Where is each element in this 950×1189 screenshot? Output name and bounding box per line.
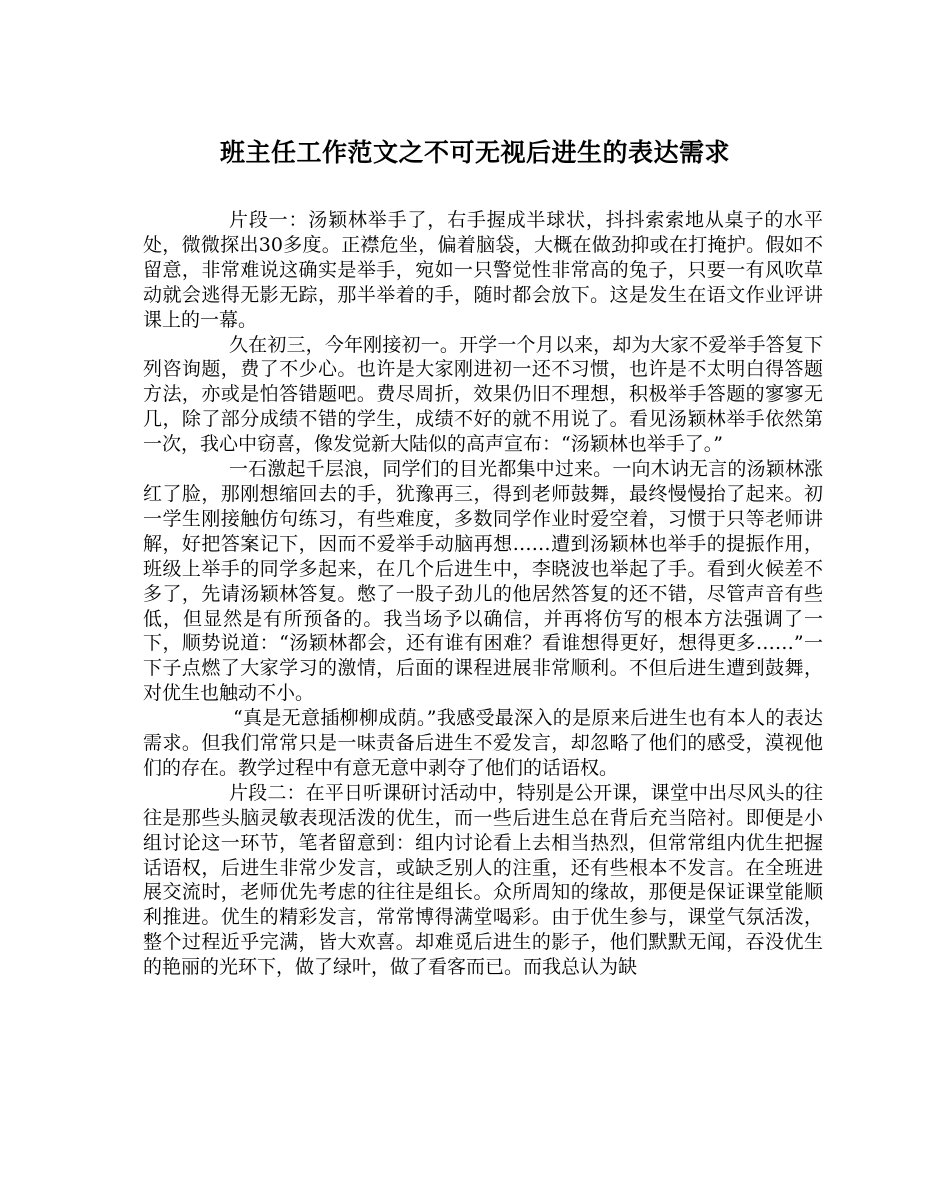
paragraph-5: 片段二：在平日听课研讨活动中，特别是公开课，课堂中出尽风头的往往是那些头脑灵敏表现活泼的优生，而一些后进生总在背后充当陪衬。即便是小组讨论这一环节，笔者留意到：组内讨论看上去相当热烈，但常常组内优生把握话语权，后进生非常少发言，或缺乏别人的注重，还有些根本不发言。在全班进展交流时，老师优先考虑的往往是组长。众所周知的缘故，那便是保证课堂能顺利推进。优生的精彩发言，常常博得满堂喝彩。由于优生参与，课堂气氛活泼，整个过程近乎完满，皆大欢喜。却难觅后进生的影子，他们默默无闻，吞没优生的艳丽的光环下，做了绿叶，做了看客而已。而我总认为缺 — [143, 781, 823, 979]
paragraph-4: “真是无意插柳柳成荫。”我感受最深入的是原来后进生也有本人的表达需求。但我们常常只是一味责备后进生不爱发言，却忽略了他们的感受，漠视他们的存在。教学过程中有意无意中剥夺了他们的话语权。 — [143, 707, 823, 779]
paragraph-1: 片段一：汤颖林举手了，右手握成半球状，抖抖索索地从桌子的水平处，微微探出30多度。正襟危坐，偏着脑袋，大概在做劲抑或在打掩护。假如不留意，非常难说这确实是举手，宛如一只警觉性非常高的兔子，只要一有风吹草动就会逃得无影无踪，那半举着的手，随时都会放下。这是发生在语文作业评讲课上的一幕。 — [143, 209, 823, 331]
document-body — [143, 208, 823, 980]
paragraph-3: 一石激起千层浪，同学们的目光都集中过来。一向木讷无言的汤颖林涨红了脸，那刚想缩回去的手，犹豫再三，得到老师鼓舞，最终慢慢抬了起来。初一学生刚接触仿句练习，有些难度，多数同学作业时爱空着，习惯于只等老师讲解，好把答案记下，因而不爱举手动脑再想……遭到汤颖林也举手的提振作用，班级上举手的同学多起来，在几个后进生中，李晓波也举起了手。看到火候差不多了，先请汤颖林答复。憋了一股子劲儿的他居然答复的还不错，尽管声音有些低，但显然是有所预备的。我当场予以确信，并再将仿写的根本方法强调了一下，顺势说道：“汤颖林都会，还有谁有困难？看谁想得更好，想得更多……”一下子点燃了大家学习的激情，后面的课程进展非常顺利。不但后进生遭到鼓舞，对优生也触动不小。 — [143, 458, 823, 705]
paragraph-2: 久在初三，今年刚接初一。开学一个月以来，却为大家不爱举手答复下列咨询题，费了不少心。也许是大家刚进初一还不习惯，也许是不太明白得答题方法，亦或是怕答错题吧。费尽周折，效果仍旧不理想，积极举手答题的寥寥无几，除了部分成绩不错的学生，成绩不好的就不用说了。看见汤颖林举手依然第一次，我心中窃喜，像发觉新大陆似的高声宣布：“汤颖林也举手了。” — [143, 333, 823, 456]
document-title: 班主任工作范文之不可无视后进生的表达需求 — [219, 138, 730, 167]
